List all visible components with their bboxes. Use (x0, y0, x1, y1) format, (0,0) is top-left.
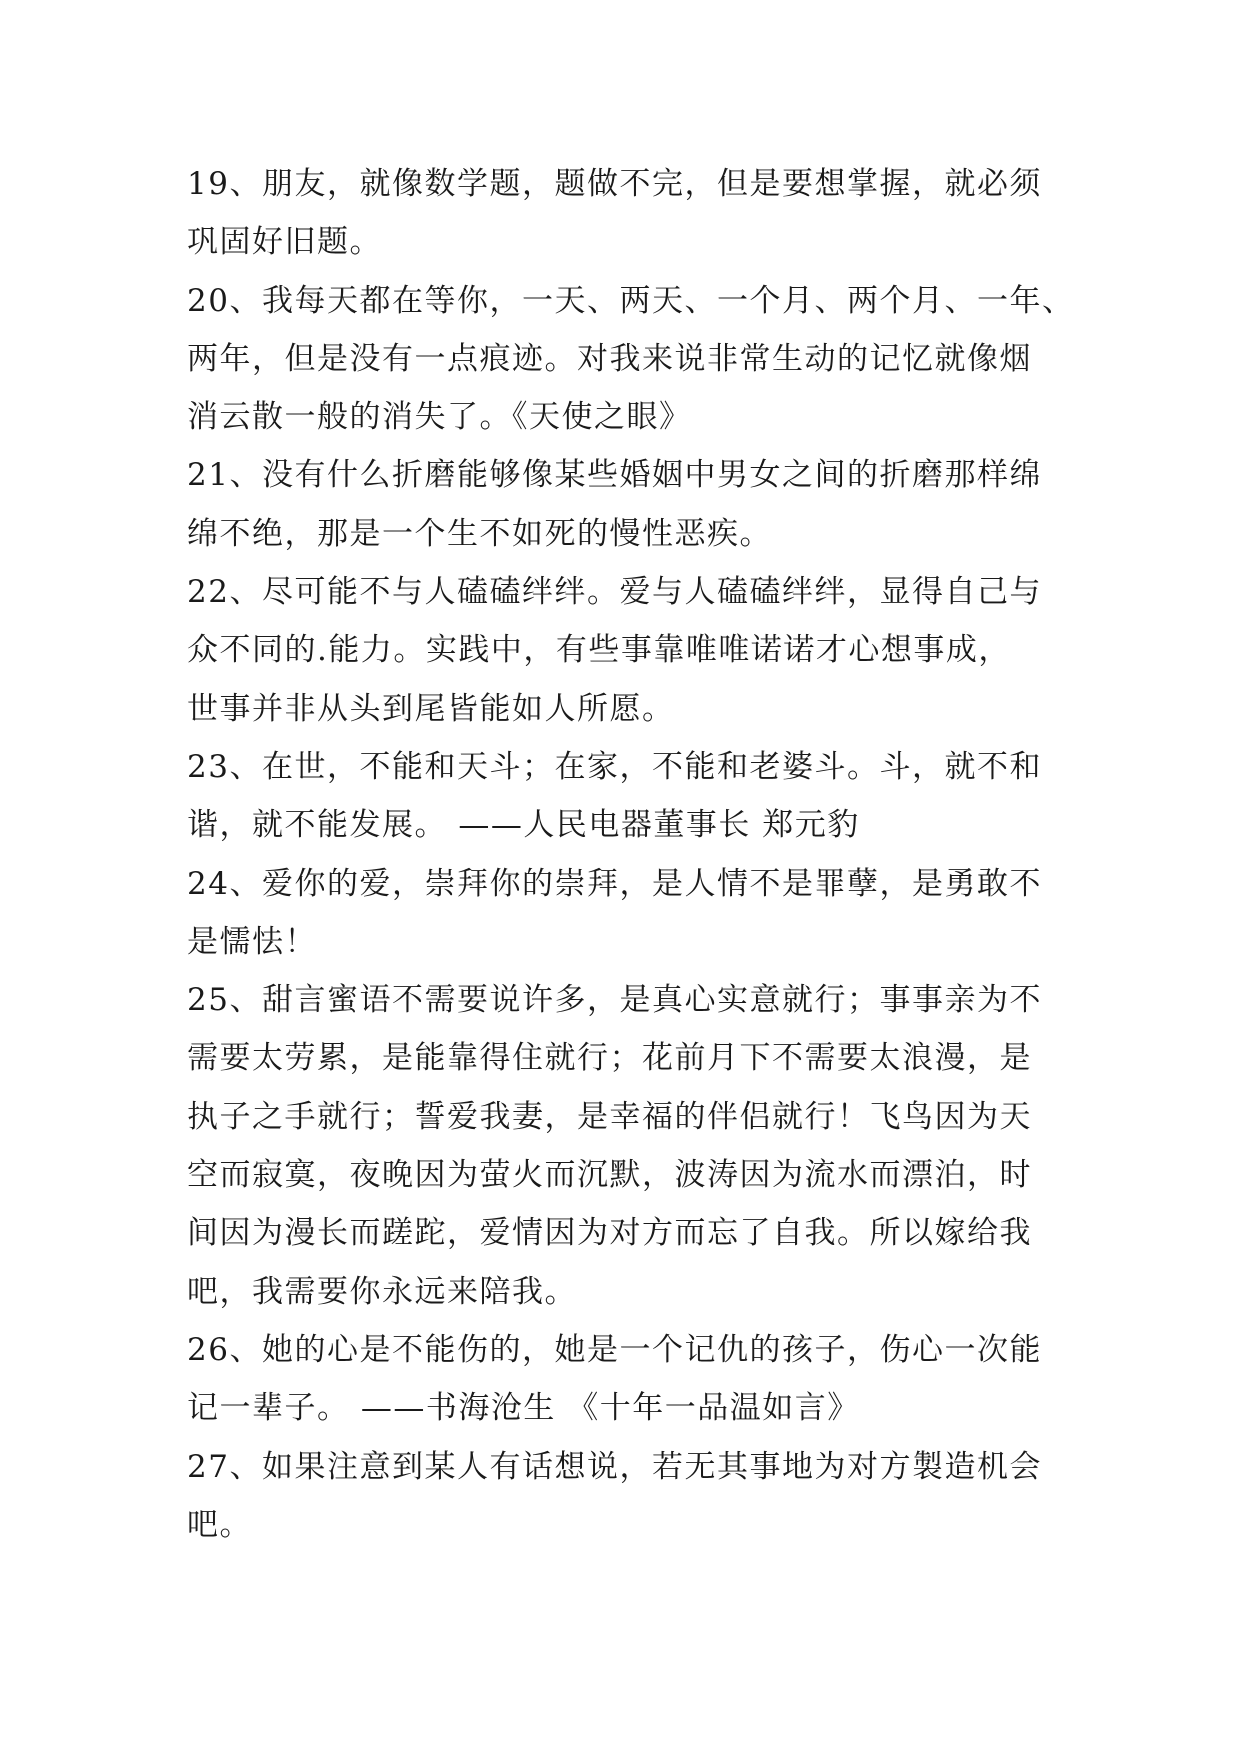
text-line: 是懦怯！ (187, 923, 317, 960)
text-line: 记一辈子。 ——书海沧生 《十年一品温如言》 (187, 1390, 860, 1427)
text-line: 两年，但是没有一点痕迹。对我来说非常生动的记忆就像烟 (187, 340, 1032, 377)
document-body (187, 155, 1075, 1554)
text-line: 巩固好旧题。 (187, 224, 382, 261)
text-line: 需要太劳累，是能靠得住就行；花前月下不需要太浪漫，是 (187, 1040, 1032, 1077)
text-line: 世事并非从头到尾皆能如人所愿。 (187, 690, 675, 727)
text-line: 25、甜言蜜语不需要说许多，是真心实意就行；事事亲为不 (187, 982, 1042, 1019)
text-line: 执子之手就行；誓爱我妻，是幸福的伴侣就行！飞鸟因为天 (187, 1098, 1032, 1135)
text-line: 19、朋友，就像数学题，题做不完，但是要想掌握，就必须 (187, 166, 1042, 202)
text-line: 众不同的.能力。实践中，有些事靠唯唯诺诺才心想事成， (187, 632, 1011, 669)
text-line: 谐，就不能发展。 ——人民电器董事长 郑元豹 (187, 807, 860, 844)
text-line: 22、尽可能不与人磕磕绊绊。爱与人磕磕绊绊，显得自己与 (187, 574, 1042, 611)
text-line: 27、如果注意到某人有话想说，若无其事地为对方製造机会 (187, 1448, 1042, 1485)
text-line: 吧。 (187, 1506, 252, 1543)
text-line: 空而寂寞，夜晚因为萤火而沉默，波涛因为流水而漂泊，时 (187, 1157, 1032, 1194)
text-line: 23、在世，不能和天斗；在家，不能和老婆斗。斗，就不和 (187, 748, 1042, 785)
text-line: 消云散一般的消失了。《天使之眼》 (187, 399, 692, 436)
text-line: 吧，我需要你永远来陪我。 (187, 1273, 577, 1310)
text-line: 间因为漫长而蹉跎，爱情因为对方而忘了自我。所以嫁给我 (187, 1215, 1032, 1252)
text-line: 绵不绝，那是一个生不如死的慢性恶疾。 (187, 515, 772, 552)
text-line: 20、我每天都在等你，一天、两天、一个月、两个月、一年、 (187, 282, 1075, 319)
text-line: 26、她的心是不能伤的，她是一个记仇的孩子，伤心一次能 (187, 1331, 1042, 1368)
text-line: 21、没有什么折磨能够像某些婚姻中男女之间的折磨那样绵 (187, 457, 1042, 494)
text-line: 24、爱你的爱，崇拜你的崇拜，是人情不是罪孽，是勇敢不 (187, 865, 1042, 902)
